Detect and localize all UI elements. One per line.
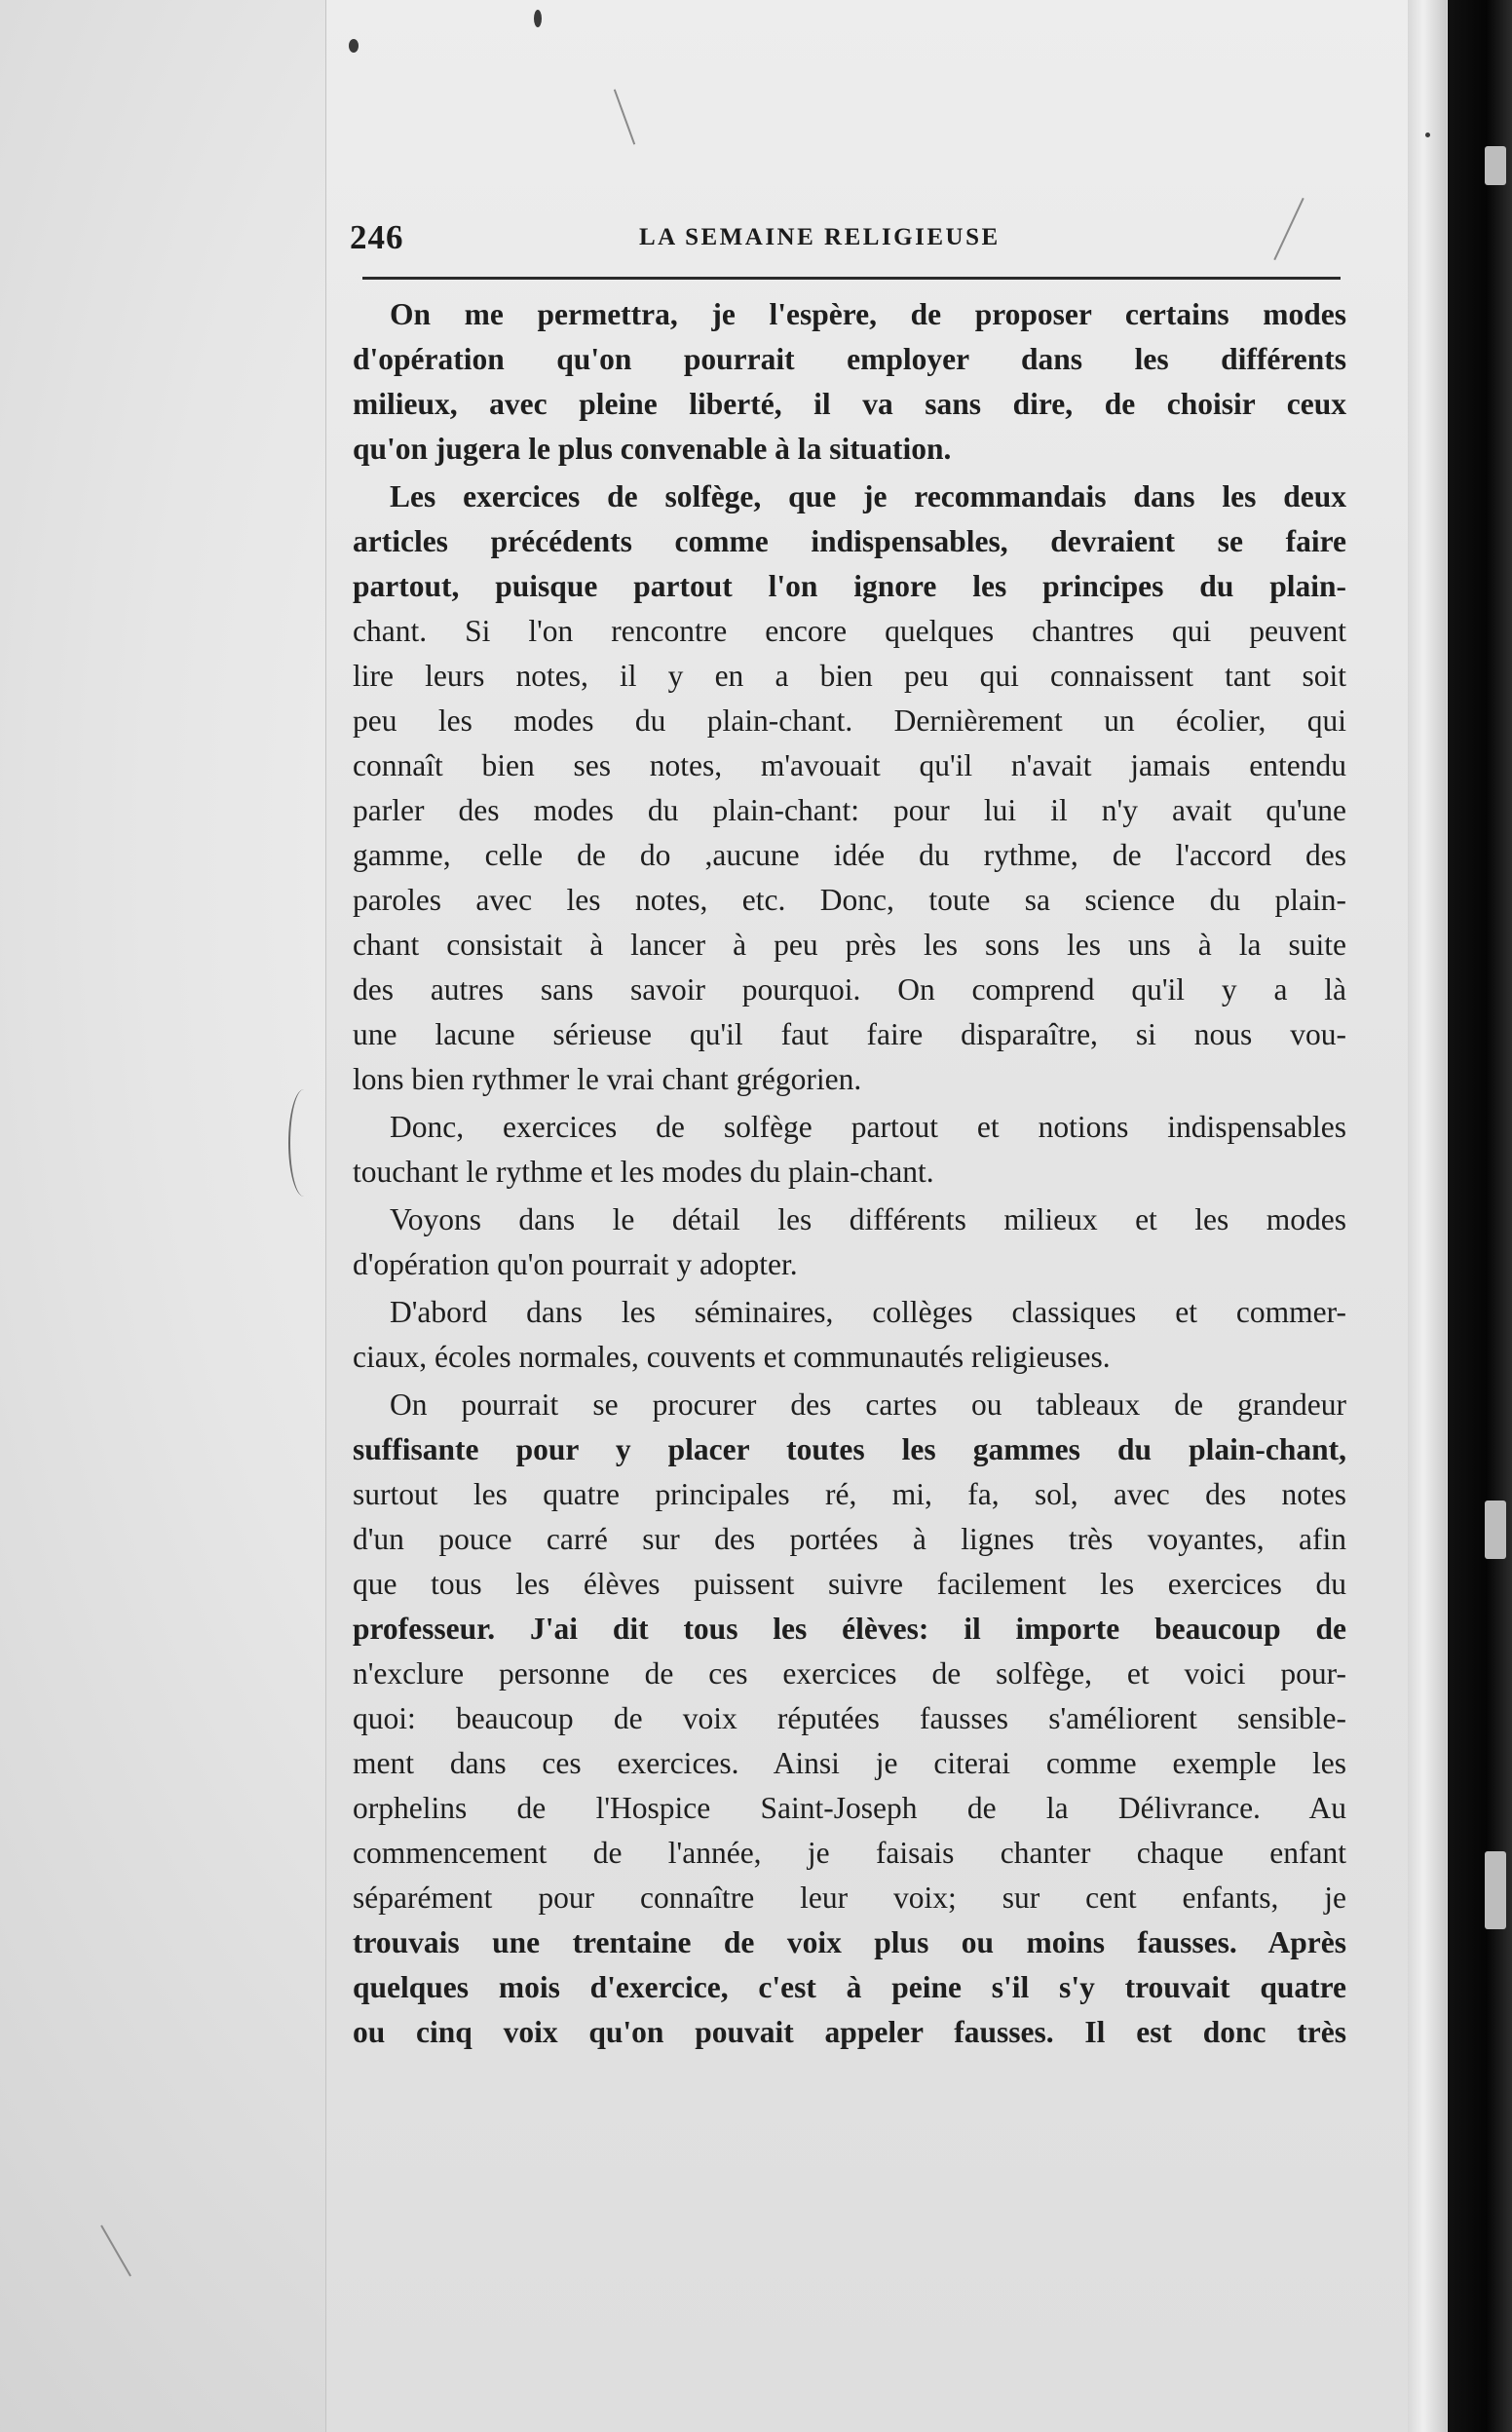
margin-mark <box>288 1089 320 1197</box>
text-line: n'exclure personne de ces exercices de solfège, et voici pour- <box>353 1656 1346 1691</box>
text-line: professeur. J'ai dit tous les élèves: il importe beaucoup de <box>353 1612 1346 1646</box>
paragraph <box>353 292 1346 472</box>
text-line: d'opération qu'on pourrait y adopter. <box>353 1247 798 1281</box>
text-line: articles précédents comme indispensables, devraient se faire <box>353 524 1346 558</box>
text-line: quoi: beaucoup de voix réputées fausses s'améliorent sensible- <box>353 1701 1346 1735</box>
text-line: On pourrait se procurer des cartes ou tableaux de grandeur <box>390 1387 1346 1422</box>
text-line: quelques mois d'exercice, c'est à peine s'il s'y trouvait quatre <box>353 1970 1346 2004</box>
text-line: d'opération qu'on pourrait employer dans les différents <box>353 342 1346 376</box>
strip-mark <box>1485 146 1506 185</box>
strip-mark <box>1485 1851 1506 1929</box>
running-title: LA SEMAINE RELIGIEUSE <box>639 224 1001 250</box>
film-edge-strip <box>1448 0 1512 2432</box>
header-rule <box>362 277 1341 280</box>
text-line: peu les modes du plain-chant. Dernièrement un écolier, qui <box>353 703 1346 738</box>
text-line: milieux, avec pleine liberté, il va sans dire, de choisir ceux <box>353 387 1346 421</box>
text-line: Les exercices de solfège, que je recommandais dans les deux <box>390 479 1346 513</box>
dust-speck <box>1425 133 1430 137</box>
text-line: gamme, celle de do ,aucune idée du rythme, de l'accord des <box>353 838 1346 872</box>
paragraph <box>353 1197 1346 1287</box>
text-line: commencement de l'année, je faisais chanter chaque enfant <box>353 1836 1346 1870</box>
text-line: D'abord dans les séminaires, collèges classiques et commer- <box>390 1295 1346 1329</box>
text-line: parler des modes du plain-chant: pour lui il n'y avait qu'une <box>353 793 1346 827</box>
page-number: 246 <box>350 218 404 256</box>
text-line: connaît bien ses notes, m'avouait qu'il n'avait jamais entendu <box>353 748 1346 782</box>
text-line: Voyons dans le détail les différents milieux et les modes <box>390 1202 1346 1236</box>
dust-speck <box>349 39 359 53</box>
page-edge <box>1408 0 1447 2432</box>
text-line: que tous les élèves puissent suivre facilement les exercices du <box>353 1567 1346 1601</box>
text-line: trouvais une trentaine de voix plus ou moins fausses. Après <box>353 1925 1346 1959</box>
text-line: paroles avec les notes, etc. Donc, toute sa science du plain- <box>353 883 1346 917</box>
text-line: orphelins de l'Hospice Saint-Joseph de la Délivrance. Au <box>353 1791 1346 1825</box>
text-line: lons bien rythmer le vrai chant grégorien. <box>353 1062 862 1096</box>
text-line: d'un pouce carré sur des portées à lignes très voyantes, afin <box>353 1522 1346 1556</box>
text-line: Donc, exercices de solfège partout et notions indispensables <box>390 1110 1346 1144</box>
paragraph <box>353 1290 1346 1380</box>
paragraph <box>353 475 1346 1102</box>
body-text <box>353 292 1346 2055</box>
text-line: qu'on jugera le plus convenable à la situation. <box>353 432 952 466</box>
text-line: partout, puisque partout l'on ignore les principes du plain- <box>353 569 1346 603</box>
text-line: séparément pour connaître leur voix; sur cent enfants, je <box>353 1881 1346 1915</box>
text-line: chant. Si l'on rencontre encore quelques chantres qui peuvent <box>353 614 1346 648</box>
text-line: des autres sans savoir pourquoi. On comprend qu'il y a là <box>353 972 1346 1007</box>
text-line: ciaux, écoles normales, couvents et communautés religieuses. <box>353 1340 1111 1374</box>
strip-mark <box>1485 1501 1506 1559</box>
text-line: ou cinq voix qu'on pouvait appeler fausses. Il est donc très <box>353 2015 1346 2049</box>
text-line: ment dans ces exercices. Ainsi je citerai comme exemple les <box>353 1746 1346 1780</box>
paragraph <box>353 1383 1346 2055</box>
text-line: chant consistait à lancer à peu près les sons les uns à la suite <box>353 928 1346 962</box>
page-header <box>350 218 1343 261</box>
dust-speck <box>534 10 542 27</box>
text-line: touchant le rythme et les modes du plain-chant. <box>353 1155 934 1189</box>
text-line: surtout les quatre principales ré, mi, fa, sol, avec des notes <box>353 1477 1346 1511</box>
text-line: suffisante pour y placer toutes les gammes du plain-chant, <box>353 1432 1346 1466</box>
text-line: une lacune sérieuse qu'il faut faire disparaître, si nous vou- <box>353 1017 1346 1051</box>
text-line: lire leurs notes, il y en a bien peu qui connaissent tant soit <box>353 659 1346 693</box>
text-line: On me permettra, je l'espère, de proposer certains modes <box>390 297 1346 331</box>
paragraph <box>353 1105 1346 1195</box>
